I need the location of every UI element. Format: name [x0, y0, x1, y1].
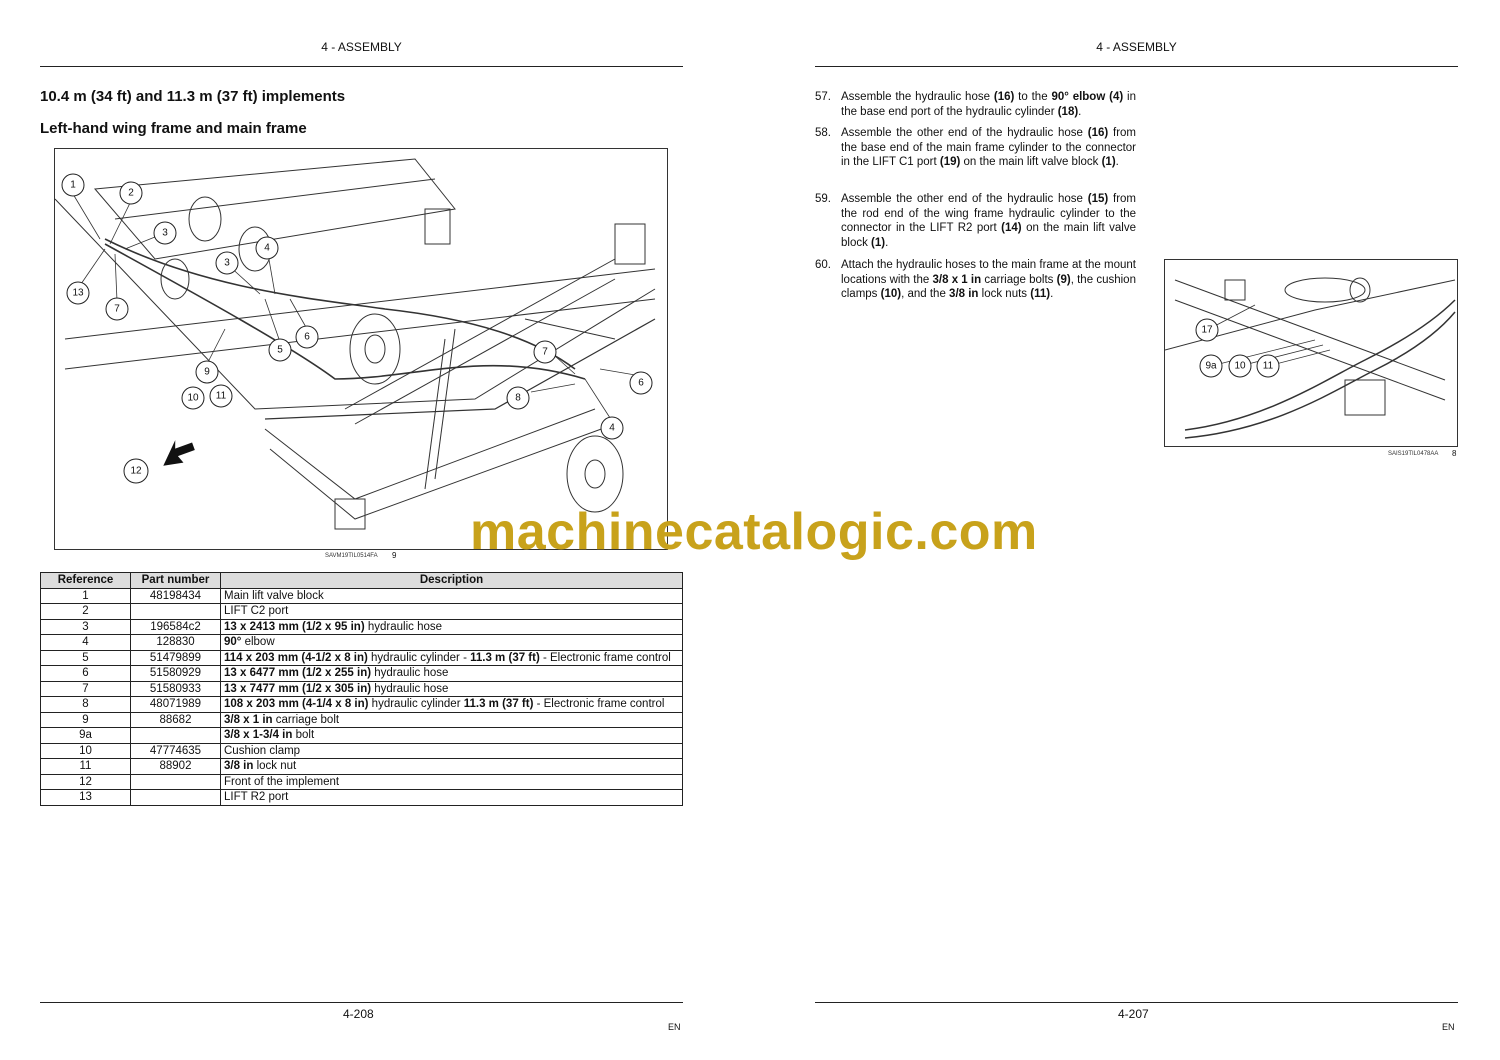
- callout-17: [1196, 319, 1218, 341]
- table-row: [41, 774, 683, 790]
- callout-10: [182, 387, 204, 409]
- table-cell-reference: 7: [41, 681, 131, 697]
- callout-1: [62, 174, 84, 196]
- table-row: [41, 712, 683, 728]
- callout-11: [210, 385, 232, 407]
- svg-text:6: 6: [304, 331, 310, 343]
- table-row: [41, 743, 683, 759]
- header-reference: Reference: [41, 573, 131, 589]
- table-cell-part-number: 51580929: [131, 666, 221, 682]
- table-cell-reference: 11: [41, 759, 131, 775]
- table-cell-reference: 9a: [41, 728, 131, 744]
- subsection-title: Left-hand wing frame and main frame: [40, 120, 307, 137]
- table-row: [41, 650, 683, 666]
- table-cell-description: 108 x 203 mm (4-1/4 x 8 in) hydraulic cylinder 11.3 m (37 ft) - Electronic frame control: [221, 697, 683, 713]
- svg-text:5: 5: [277, 344, 283, 356]
- table-cell-part-number: 51479899: [131, 650, 221, 666]
- callout-6b: [630, 372, 652, 394]
- watermark-text: machinecatalogic.com: [470, 503, 1038, 561]
- table-row: [41, 619, 683, 635]
- hose-mount-drawing: [1165, 260, 1457, 446]
- callout-13: [67, 282, 89, 304]
- svg-text:6: 6: [638, 377, 644, 389]
- table-cell-reference: 12: [41, 774, 131, 790]
- table-header-row: [41, 573, 683, 589]
- svg-text:4: 4: [264, 242, 270, 254]
- table-cell-description: 3/8 in lock nut: [221, 759, 683, 775]
- callout-9: [196, 361, 218, 383]
- table-row: [41, 728, 683, 744]
- callout-7b: [534, 341, 556, 363]
- svg-text:9a: 9a: [1205, 360, 1217, 372]
- table-row: [41, 759, 683, 775]
- table-cell-description: 90° elbow: [221, 635, 683, 651]
- svg-text:17: 17: [1201, 324, 1213, 336]
- table-cell-part-number: 47774635: [131, 743, 221, 759]
- table-cell-reference: 10: [41, 743, 131, 759]
- header-description: Description: [221, 573, 683, 589]
- svg-text:10: 10: [187, 392, 199, 404]
- svg-text:3: 3: [224, 257, 230, 269]
- parts-table: [40, 572, 683, 806]
- svg-text:9: 9: [204, 366, 210, 378]
- table-cell-reference: 4: [41, 635, 131, 651]
- table-cell-description: 13 x 2413 mm (1/2 x 95 in) hydraulic hose: [221, 619, 683, 635]
- svg-text:13: 13: [72, 287, 84, 299]
- svg-text:12: 12: [130, 465, 142, 477]
- svg-text:2: 2: [128, 187, 134, 199]
- left-page-header: 4 - ASSEMBLY: [321, 40, 402, 54]
- table-cell-description: 3/8 x 1 in carriage bolt: [221, 712, 683, 728]
- table-cell-reference: 8: [41, 697, 131, 713]
- right-language: EN: [1442, 1022, 1455, 1032]
- right-figure-number: 8: [1452, 449, 1457, 458]
- table-row: [41, 604, 683, 620]
- callout-7: [106, 298, 128, 320]
- table-cell-reference: 5: [41, 650, 131, 666]
- right-header-rule: [815, 66, 1458, 67]
- table-cell-part-number: 51580933: [131, 681, 221, 697]
- table-cell-part-number: 128830: [131, 635, 221, 651]
- right-footer-rule: [815, 1002, 1458, 1003]
- table-cell-description: 13 x 7477 mm (1/2 x 305 in) hydraulic hose: [221, 681, 683, 697]
- front-arrow-icon: [156, 435, 197, 470]
- svg-text:7: 7: [542, 346, 548, 358]
- callout-5: [269, 339, 291, 361]
- svg-text:4: 4: [609, 422, 615, 434]
- table-row: [41, 681, 683, 697]
- callout-9a: [1200, 355, 1222, 377]
- table-cell-description: 114 x 203 mm (4-1/2 x 8 in) hydraulic cylinder - 11.3 m (37 ft) - Electronic frame control: [221, 650, 683, 666]
- table-cell-description: Cushion clamp: [221, 743, 683, 759]
- callout-11r: [1257, 355, 1279, 377]
- svg-text:7: 7: [114, 303, 120, 315]
- table-cell-reference: 1: [41, 588, 131, 604]
- left-page-number: 4-208: [343, 1007, 374, 1021]
- table-cell-reference: 3: [41, 619, 131, 635]
- table-row: [41, 697, 683, 713]
- table-cell-part-number: 88902: [131, 759, 221, 775]
- left-language: EN: [668, 1022, 681, 1032]
- table-cell-description: Front of the implement: [221, 774, 683, 790]
- callout-3b: [216, 252, 238, 274]
- assembly-figure-left: [54, 148, 668, 550]
- table-cell-description: LIFT R2 port: [221, 790, 683, 806]
- svg-text:10: 10: [1234, 360, 1246, 372]
- left-figure-code: SAVM19TIL0514FA: [325, 553, 378, 559]
- callout-12: [124, 459, 148, 483]
- table-row: [41, 666, 683, 682]
- table-cell-description: LIFT C2 port: [221, 604, 683, 620]
- callout-3: [154, 222, 176, 244]
- table-cell-reference: 6: [41, 666, 131, 682]
- table-cell-reference: 2: [41, 604, 131, 620]
- table-cell-part-number: [131, 604, 221, 620]
- header-part-number: Part number: [131, 573, 221, 589]
- table-cell-part-number: 88682: [131, 712, 221, 728]
- table-cell-part-number: 48071989: [131, 697, 221, 713]
- table-cell-part-number: [131, 790, 221, 806]
- right-figure-code: SAIS19TIL0478AA: [1388, 451, 1439, 457]
- table-cell-description: 13 x 6477 mm (1/2 x 255 in) hydraulic hose: [221, 666, 683, 682]
- left-header-rule: [40, 66, 683, 67]
- table-cell-part-number: 196584c2: [131, 619, 221, 635]
- svg-text:8: 8: [515, 392, 521, 404]
- svg-text:11: 11: [215, 390, 227, 402]
- callout-4: [256, 237, 278, 259]
- table-row: [41, 790, 683, 806]
- table-cell-description: Main lift valve block: [221, 588, 683, 604]
- left-footer-rule: [40, 1002, 683, 1003]
- table-row: [41, 588, 683, 604]
- right-page-header: 4 - ASSEMBLY: [1096, 40, 1177, 54]
- table-cell-part-number: [131, 774, 221, 790]
- callout-4b: [601, 417, 623, 439]
- table-row: [41, 635, 683, 651]
- table-cell-reference: 13: [41, 790, 131, 806]
- table-cell-part-number: 48198434: [131, 588, 221, 604]
- table-cell-reference: 9: [41, 712, 131, 728]
- right-page-number: 4-207: [1118, 1007, 1149, 1021]
- svg-text:1: 1: [70, 179, 76, 191]
- callout-8: [507, 387, 529, 409]
- left-figure-number: 9: [392, 551, 397, 560]
- callout-6: [296, 326, 318, 348]
- section-title: 10.4 m (34 ft) and 11.3 m (37 ft) implements: [40, 88, 346, 105]
- table-cell-part-number: [131, 728, 221, 744]
- frame-drawing: [55, 149, 667, 549]
- svg-text:11: 11: [1262, 360, 1274, 372]
- callout-10r: [1229, 355, 1251, 377]
- callout-2: [120, 182, 142, 204]
- assembly-figure-right: [1164, 259, 1458, 447]
- svg-text:3: 3: [162, 227, 168, 239]
- table-cell-description: 3/8 x 1-3/4 in bolt: [221, 728, 683, 744]
